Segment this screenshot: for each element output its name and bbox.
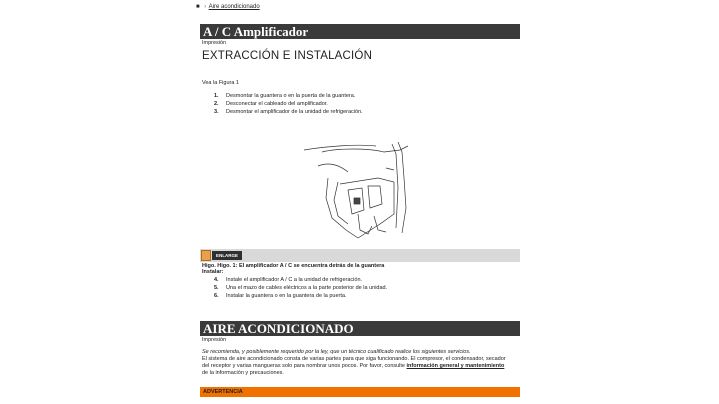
list-item: 4. Instale el amplificador A / C a la unidad de refrigeración. (214, 277, 363, 283)
bullet-icon: ■ (196, 4, 200, 10)
list-item: 3. Desmontar el amplificador de la unidad de refrigeración. (214, 109, 363, 115)
breadcrumb-link-aire-acondicionado[interactable]: Aire acondicionado (208, 4, 260, 10)
general-info-link[interactable]: información general y mantenimiento (406, 363, 505, 369)
figure-reference: Vea la Figura 1 (202, 80, 239, 86)
install-heading: Instalar: (202, 269, 224, 275)
impresion-label[interactable]: Impresión (202, 337, 227, 343)
amplifier-diagram (298, 138, 420, 248)
install-steps-list (214, 276, 387, 300)
list-item: 6. Instalar la guantera o en la guantera de la puerta. (214, 293, 347, 299)
list-item: 2. Desconectar el cableado del amplificador. (214, 101, 328, 107)
removal-steps-list (214, 92, 363, 116)
magnify-icon[interactable] (201, 250, 211, 261)
list-item: 1. Desmontar la guantera o en la puerta de la guantera. (214, 93, 356, 99)
figure-caption: Higo. Higo. 1: El amplificador A / C se encuentra detrás de la guantera (202, 263, 385, 269)
breadcrumb-separator: › (204, 4, 207, 10)
enlarge-bar (200, 249, 520, 262)
impresion-label[interactable]: Impresión (202, 40, 227, 46)
section-title-aire-acondicionado: AIRE ACONDICIONADO (200, 321, 520, 336)
procedure-heading: EXTRACCIÓN E INSTALACIÓN (202, 50, 373, 62)
breadcrumb (196, 4, 260, 10)
enlarge-button[interactable]: ENLARGE (212, 251, 242, 260)
section-title-amplificador: A / C Amplificador (200, 24, 520, 39)
warning-bar: ADVERTENCIA (200, 387, 520, 397)
system-description: El sistema de aire acondicionado consta de varias partes para que siga funcionando. El compresor, el condensador, secador del receptor y varias mangueras solo para nombrar unos pocos. Por favor, consulte información general y mantenimiento de la información y precauciones. (202, 356, 506, 376)
list-item: 5. Una el mazo de cables eléctricos a la parte posterior de la unidad. (214, 285, 388, 291)
recommendation-text: Se recomienda, y posiblemente requerido por la ley, que un técnico cualificado realice los siguientes servicios. (202, 349, 471, 355)
